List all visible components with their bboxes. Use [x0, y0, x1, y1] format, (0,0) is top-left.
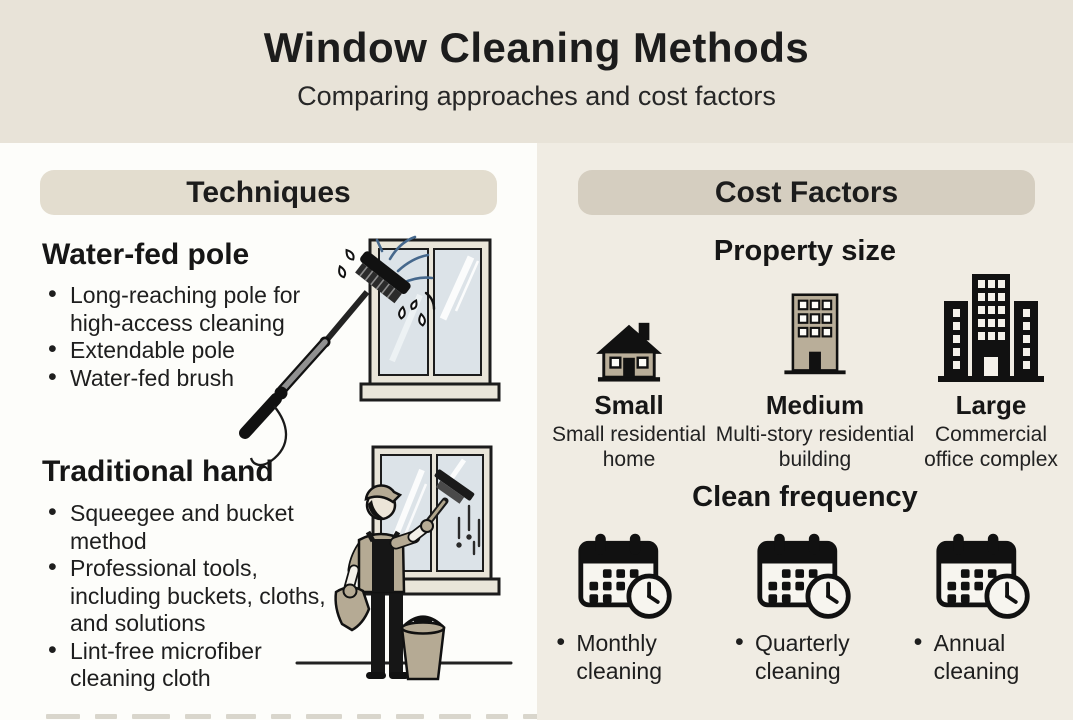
property-small-description: Small residential home	[551, 423, 707, 471]
water-fed-pole-heading: Water-fed pole	[42, 238, 250, 271]
calendar-clock-icon	[934, 531, 1034, 621]
bucket-icon	[402, 617, 444, 679]
techniques-panel-title: Techniques	[40, 170, 497, 215]
water-fed-pole-illustration-icon	[230, 221, 512, 471]
property-medium-label: Medium	[765, 390, 865, 420]
techniques-panel	[0, 143, 537, 720]
bullet-item: • Squeegee and bucket method	[45, 500, 327, 555]
property-large-label: Large	[955, 390, 1027, 420]
bullet-item: • Long-reaching pole for high-access cleaning	[45, 282, 345, 337]
bullet-item: • Water-fed brush	[45, 365, 345, 393]
property-size-row	[543, 276, 1067, 472]
house-icon	[590, 317, 668, 383]
property-large-description: Commercial office complex	[924, 423, 1058, 471]
frequency-monthly-label: • Monthly cleaning	[556, 629, 696, 685]
calendar-clock-icon	[576, 531, 676, 621]
frequency-quarterly-label: • Quarterly cleaning	[735, 629, 875, 685]
extendable-pole-icon	[245, 292, 367, 465]
frequency-annual-item	[895, 531, 1073, 685]
property-small-label: Small	[594, 390, 664, 420]
calendar-clock-icon	[755, 531, 855, 621]
property-size-heading: Property size	[713, 235, 897, 267]
apartment-building-icon	[781, 283, 849, 383]
frequency-annual-label: • Annual cleaning	[914, 629, 1054, 685]
frequency-quarterly-item	[716, 531, 894, 685]
bullet-item: • Extendable pole	[45, 337, 345, 365]
frequency-monthly-item	[537, 531, 715, 685]
window-cleaner-worker-illustration-icon	[293, 442, 515, 720]
property-small-item	[543, 276, 715, 472]
clean-frequency-row	[537, 531, 1073, 685]
traditional-hand-heading: Traditional hand	[42, 455, 274, 488]
traditional-hand-bullet-list	[45, 500, 327, 693]
office-towers-icon	[936, 269, 1046, 383]
page-title: Window Cleaning Methods	[263, 24, 810, 71]
bullet-item: • Lint-free microfiber cleaning cloth	[45, 638, 327, 693]
property-large-item	[915, 276, 1067, 472]
property-medium-item	[715, 276, 915, 472]
property-medium-description: Multi-story residential building	[715, 423, 915, 471]
page-subtitle: Comparing approaches and cost factors	[297, 81, 776, 111]
clean-frequency-heading: Clean frequency	[692, 481, 918, 513]
header	[0, 0, 1073, 143]
cost-factors-panel	[537, 143, 1073, 720]
cropped-text-top-edge	[46, 714, 553, 719]
cost-factors-panel-title: Cost Factors	[578, 170, 1035, 215]
bullet-item: • Professional tools, including buckets, cloths, and solutions	[45, 555, 327, 638]
